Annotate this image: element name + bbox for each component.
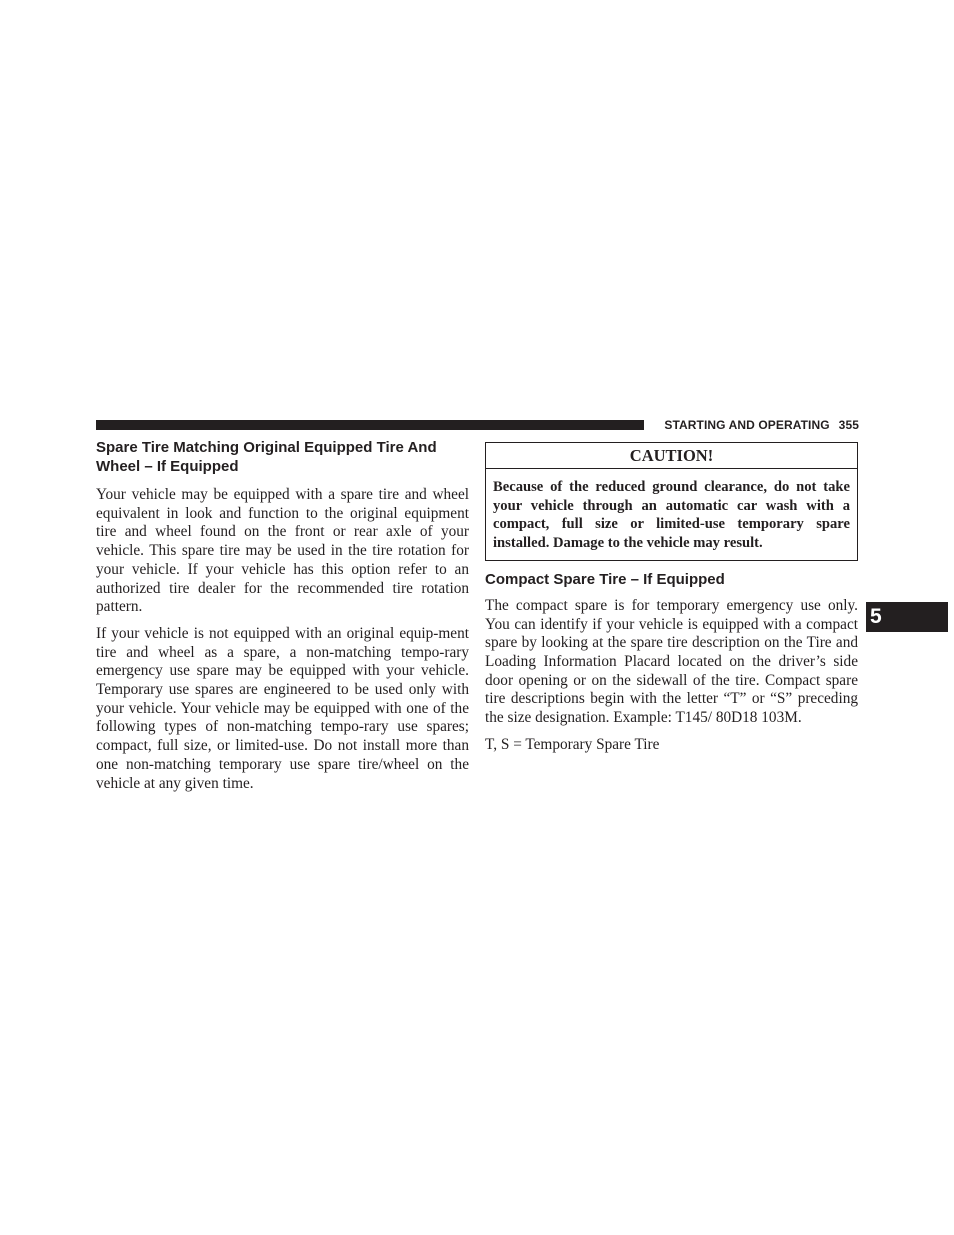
chapter-tab (866, 602, 948, 632)
header-rule (96, 420, 644, 430)
running-header (650, 417, 859, 433)
left-column (96, 438, 469, 793)
caution-text: Because of the reduced ground clearance, do not take your vehicle through an automatic car wash with a compact, full size or limited-use temporary spare installed. Damage to the vehicle may result. (493, 479, 850, 552)
paragraph-non-matching-spare: If your vehicle is not equipped with an original equip-ment tire and wheel as a spare, a non-matching tempo-rary emergency use spare may be equipped with your vehicle. Temporary use spares are engineered to be used only with your vehicle. Your vehicle may be equipped with one of the following types of non-matching tempo-rary use spares; compact, full size, or limited-use. Do not install more than one non-matching temporary use spare tire/wheel on the vehicle at any given time. (96, 624, 469, 792)
caution-title: CAUTION! (486, 443, 857, 469)
chapter-number: 5 (870, 605, 882, 628)
right-column (485, 442, 858, 754)
section-heading-compact-spare: Compact Spare Tire – If Equipped (485, 570, 725, 588)
paragraph-spare-tire-matching: Your vehicle may be equipped with a spare tire and wheel equivalent in look and function to the original equipment tire and wheel found on the front or rear axle of your vehicle. This spare tire may be used in the tire rotation for your vehicle. If your vehicle has this option refer to an authorized tire dealer for the recommended tire rotation pattern. (96, 486, 469, 616)
caution-box (485, 442, 858, 561)
section-heading-spare-tire-matching: Spare Tire Matching Original Equipped Tire And Wheel – If Equipped (96, 439, 437, 475)
page-number: 355 (838, 418, 859, 432)
paragraph-compact-spare: The compact spare is for temporary emergency use only. You can identify if your vehicle is equipped with a compact spare by looking at the spare tire description on the Tire and Loading Information Placard located on the driver’s side door opening or on the sidewall of the tire. Compact spare tire descriptions begin with the letter “T” or “S” preceding the size designation. Example: T145/ 80D18 103M. (485, 596, 858, 727)
paragraph-temporary-spare-definition: T, S = Temporary Spare Tire (485, 735, 660, 753)
section-title: STARTING AND OPERATING (664, 418, 830, 432)
